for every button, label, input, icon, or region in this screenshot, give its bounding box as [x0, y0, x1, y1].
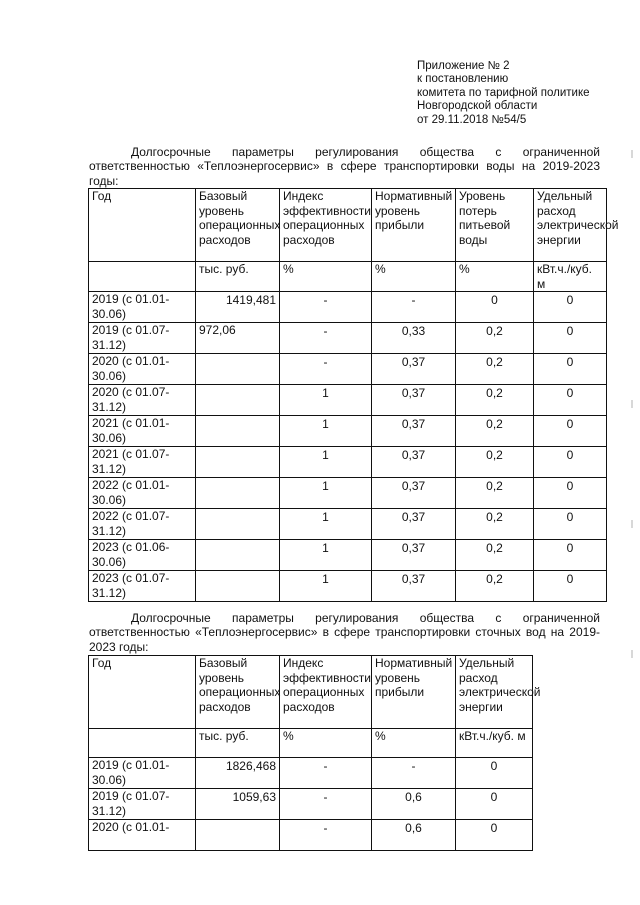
value-cell: 0: [534, 447, 607, 478]
period-cell: 2020 (с 01.07-31.12): [89, 385, 196, 416]
value-cell: [196, 509, 280, 540]
value-cell: 0,2: [456, 385, 534, 416]
unit-cell: %: [280, 729, 372, 758]
value-cell: 0: [534, 323, 607, 354]
period-cell: 2021 (с 01.07-31.12): [89, 447, 196, 478]
value-cell: 1826,468: [196, 758, 280, 789]
table-row: [89, 478, 607, 509]
value-cell: [196, 416, 280, 447]
unit-cell: [89, 262, 196, 292]
value-cell: 1059,63: [196, 789, 280, 820]
value-cell: 0,2: [456, 478, 534, 509]
period-cell: 2021 (с 01.01-30.06): [89, 416, 196, 447]
value-cell: 0: [534, 478, 607, 509]
unit-cell: тыс. руб.: [196, 262, 280, 292]
period-cell: 2022 (с 01.07-31.12): [89, 509, 196, 540]
header-cell: Удельный расход электрической энергии: [534, 189, 607, 262]
table-row: [89, 540, 607, 571]
period-cell: 2020 (с 01.01-: [89, 820, 196, 851]
period-cell: 2019 (с 01.07-31.12): [89, 323, 196, 354]
scan-mark: [631, 150, 633, 158]
value-cell: 0: [534, 509, 607, 540]
value-cell: 1: [280, 571, 372, 602]
value-cell: 972,06: [196, 323, 280, 354]
value-cell: 0,37: [372, 478, 456, 509]
value-cell: 1: [280, 447, 372, 478]
unit-cell: [89, 729, 196, 758]
header-cell: Базовый уровень операционных расходов: [196, 656, 280, 729]
water-table-heading: Долгосрочные параметры регулирования общества с ограниченной ответственностью «Теплоэнергосервис» в сфере транспортировки воды на 2019-2023 годы:: [89, 145, 600, 188]
appendix-line: Приложение № 2: [417, 60, 510, 72]
value-cell: 0,33: [372, 323, 456, 354]
unit-cell: %: [456, 262, 534, 292]
table-header-row: [89, 189, 607, 262]
value-cell: 0,2: [456, 354, 534, 385]
value-cell: 0,6: [372, 789, 456, 820]
value-cell: 0: [456, 758, 533, 789]
table-row: [89, 385, 607, 416]
header-cell: Нормативный уровень прибыли: [372, 189, 456, 262]
value-cell: [196, 447, 280, 478]
sewage-parameters-table: [88, 655, 541, 851]
unit-cell: %: [280, 262, 372, 292]
appendix-line: комитета по тарифной политике: [417, 86, 590, 99]
header-cell: Год: [89, 189, 196, 262]
value-cell: -: [372, 758, 456, 789]
value-cell: 0: [456, 820, 533, 851]
table-row: [89, 758, 533, 789]
table-row: [89, 509, 607, 540]
value-cell: -: [280, 758, 372, 789]
period-cell: 2020 (с 01.01-30.06): [89, 354, 196, 385]
value-cell: [196, 571, 280, 602]
value-cell: [196, 540, 280, 571]
header-cell: Индекс эффективности операционных расходов: [280, 189, 372, 262]
unit-cell: %: [372, 262, 456, 292]
unit-cell: кВт.ч./куб. м: [534, 262, 607, 292]
value-cell: 0,37: [372, 571, 456, 602]
value-cell: 0,2: [456, 323, 534, 354]
period-cell: 2019 (с 01.07-31.12): [89, 789, 196, 820]
value-cell: 1: [280, 416, 372, 447]
table-row: [89, 820, 533, 851]
value-cell: 0,37: [372, 385, 456, 416]
header-cell: Индекс эффективности операционных расходов: [280, 656, 372, 729]
page-cutoff: [88, 868, 629, 905]
appendix-line: от 29.11.2018 №54/5: [417, 113, 527, 126]
value-cell: 1419,481: [196, 292, 280, 323]
table-row: [89, 354, 607, 385]
unit-cell: %: [372, 729, 456, 758]
appendix-line: Новгородской области: [417, 100, 538, 113]
value-cell: 0: [534, 571, 607, 602]
table-row: [89, 447, 607, 478]
value-cell: 1: [280, 385, 372, 416]
value-cell: 0,37: [372, 540, 456, 571]
value-cell: [196, 820, 280, 851]
value-cell: 0: [456, 789, 533, 820]
table-row: [89, 416, 607, 447]
unit-cell: тыс. руб.: [196, 729, 280, 758]
table-row: [89, 571, 607, 602]
water-parameters-table: [88, 188, 619, 602]
value-cell: 0,2: [456, 509, 534, 540]
value-cell: 1: [280, 509, 372, 540]
value-cell: 0,37: [372, 416, 456, 447]
unit-cell: кВт.ч./куб. м: [456, 729, 533, 758]
value-cell: 0: [534, 385, 607, 416]
scan-mark: [631, 520, 633, 528]
value-cell: -: [280, 354, 372, 385]
period-cell: 2019 (с 01.01-30.06): [89, 758, 196, 789]
value-cell: -: [280, 820, 372, 851]
value-cell: 0,37: [372, 509, 456, 540]
header-cell: Базовый уровень операционных расходов: [196, 189, 280, 262]
value-cell: 0: [534, 416, 607, 447]
value-cell: 0,37: [372, 447, 456, 478]
value-cell: 0: [456, 292, 534, 323]
value-cell: -: [280, 789, 372, 820]
period-cell: 2022 (с 01.01-30.06): [89, 478, 196, 509]
value-cell: -: [280, 292, 372, 323]
scan-mark: [631, 650, 633, 658]
table-row: [89, 789, 533, 820]
period-cell: 2019 (с 01.01-30.06): [89, 292, 196, 323]
value-cell: [196, 478, 280, 509]
value-cell: 0,2: [456, 571, 534, 602]
header-cell: Нормативный уровень прибыли: [372, 656, 456, 729]
scan-mark: [631, 400, 633, 408]
value-cell: 0,2: [456, 416, 534, 447]
value-cell: 1: [280, 478, 372, 509]
period-cell: 2023 (с 01.07-31.12): [89, 571, 196, 602]
appendix-line: к постановлению: [417, 73, 509, 86]
table-units-row: [89, 729, 533, 758]
value-cell: [196, 354, 280, 385]
header-cell: Уровень потерь питьевой воды: [456, 189, 534, 262]
value-cell: -: [280, 323, 372, 354]
header-cell: Год: [89, 656, 196, 729]
table-row: [89, 323, 607, 354]
value-cell: 0,2: [456, 540, 534, 571]
appendix-block: [417, 60, 632, 127]
value-cell: 1: [280, 540, 372, 571]
value-cell: [196, 385, 280, 416]
value-cell: 0: [534, 292, 607, 323]
table-header-row: [89, 656, 533, 729]
value-cell: 0,2: [456, 447, 534, 478]
header-cell: Удельный расход электрической энергии: [456, 656, 533, 729]
value-cell: 0: [534, 354, 607, 385]
value-cell: 0: [534, 540, 607, 571]
value-cell: 0,6: [372, 820, 456, 851]
table-row: [89, 292, 607, 323]
sewage-table-heading: Долгосрочные параметры регулирования общества с ограниченной ответственностью «Теплоэнергосервис» в сфере транспортировки сточных вод на 2019-2023 годы:: [89, 611, 600, 654]
table-units-row: [89, 262, 607, 292]
value-cell: 0,37: [372, 354, 456, 385]
period-cell: 2023 (с 01.06-30.06): [89, 540, 196, 571]
value-cell: -: [372, 292, 456, 323]
